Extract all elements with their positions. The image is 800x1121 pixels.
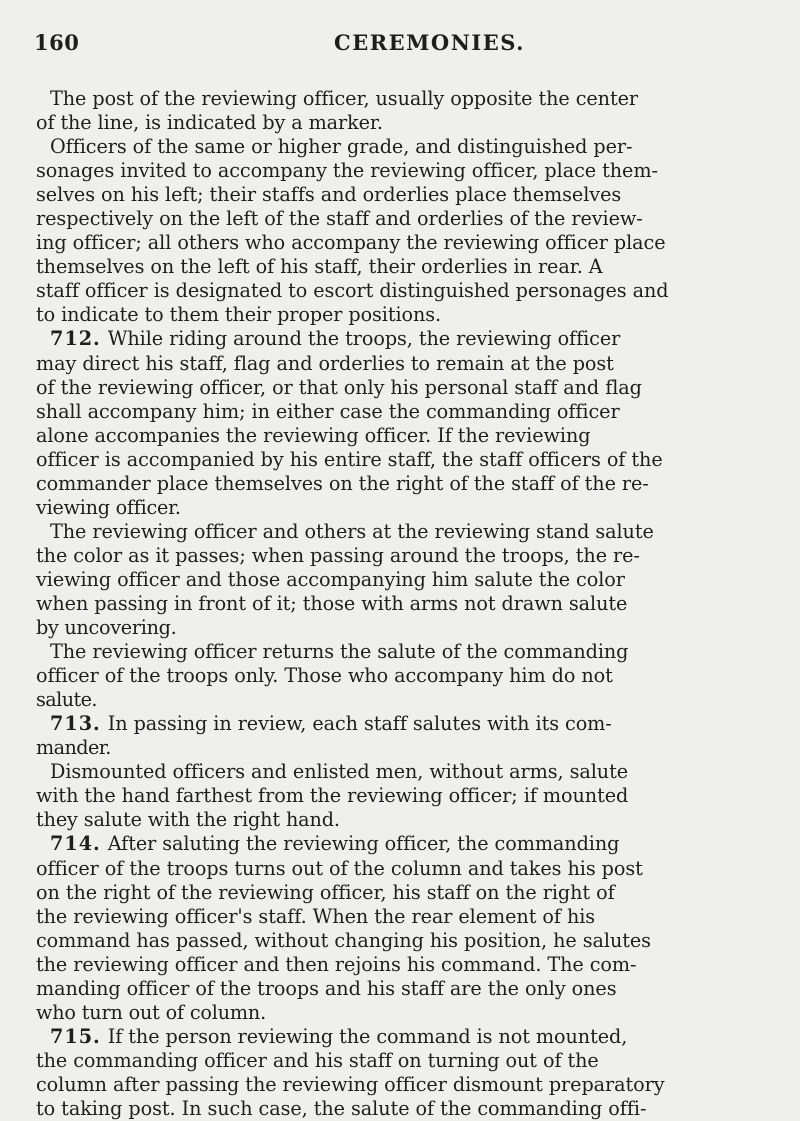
text-line xyxy=(36,592,784,616)
text-line xyxy=(36,808,784,832)
line-text: selves on his left; their staffs and orderlies place themselves xyxy=(36,183,622,207)
line-text: may direct his staff, flag and orderlies to remain at the post xyxy=(36,351,614,375)
line-text: Officers of the same or higher grade, and distinguished per- xyxy=(50,135,633,159)
text-line xyxy=(36,1049,784,1073)
text-line xyxy=(36,1001,784,1025)
paragraph-number: 715. xyxy=(50,1024,101,1048)
text-line xyxy=(36,87,784,111)
text-line xyxy=(36,472,784,496)
line-text: to taking post. In such case, the salute of the commanding offi- xyxy=(36,1096,647,1120)
line-text: ing officer; all others who accompany the reviewing officer place xyxy=(36,231,666,255)
line-text: of the reviewing officer, or that only his personal staff and flag xyxy=(36,375,642,399)
text-line xyxy=(36,207,784,231)
line-text: the color as it passes; when passing around the troops, the re- xyxy=(36,543,640,567)
text-line xyxy=(36,881,784,905)
text-line xyxy=(36,111,784,135)
line-text: on the right of the reviewing officer, his staff on the right of xyxy=(36,880,615,904)
line-text: alone accompanies the reviewing officer. If the reviewing xyxy=(36,423,591,447)
text-line xyxy=(36,977,784,1001)
text-line xyxy=(36,640,784,664)
body-text xyxy=(36,87,784,1121)
text-line xyxy=(36,520,784,544)
text-line xyxy=(36,255,784,279)
line-text: manding officer of the troops and his staff are the only ones xyxy=(36,976,617,1000)
text-line xyxy=(36,135,784,159)
text-line xyxy=(36,496,784,520)
line-text: to indicate to them their proper positions. xyxy=(36,303,441,327)
line-text: the reviewing officer's staff. When the rear element of his xyxy=(36,904,596,928)
text-line xyxy=(36,832,784,856)
text-line xyxy=(36,448,784,472)
line-text: officer of the troops only. Those who accompany him do not xyxy=(36,664,613,688)
line-text: the commanding officer and his staff on turning out of the xyxy=(36,1048,599,1072)
line-text: Dismounted officers and enlisted men, without arms, salute xyxy=(50,760,628,784)
line-text: of the line, is indicated by a marker. xyxy=(36,111,383,135)
text-line xyxy=(36,544,784,568)
text-line xyxy=(36,231,784,255)
text-line xyxy=(36,303,784,327)
line-text: The post of the reviewing officer, usually opposite the center xyxy=(50,87,639,110)
text-line xyxy=(36,929,784,953)
text-line xyxy=(36,279,784,303)
text-line xyxy=(36,905,784,929)
paragraph-number: 714. xyxy=(50,832,101,856)
text-line xyxy=(36,953,784,977)
line-text: the reviewing officer and then rejoins his command. The com- xyxy=(36,952,637,976)
text-line xyxy=(36,1097,784,1121)
line-text: The reviewing officer and others at the reviewing stand salute xyxy=(50,519,654,543)
paragraph-number: 712. xyxy=(50,327,101,351)
text-line xyxy=(36,1073,784,1097)
text-line xyxy=(36,857,784,881)
line-text: mander. xyxy=(36,736,111,760)
text-line xyxy=(36,400,784,424)
line-text: salute. xyxy=(36,688,97,712)
paragraph-number: 713. xyxy=(50,712,101,736)
running-head xyxy=(34,30,778,60)
line-text: viewing officer. xyxy=(36,495,181,519)
text-line xyxy=(36,736,784,760)
line-text: respectively on the left of the staff and orderlies of the review- xyxy=(36,207,643,231)
line-text: commander place themselves on the right of the staff of the re- xyxy=(36,471,649,495)
line-text: shall accompany him; in either case the commanding officer xyxy=(36,399,620,423)
line-text: when passing in front of it; those with arms not drawn salute xyxy=(36,591,628,615)
line-text: The reviewing officer returns the salute of the commanding xyxy=(50,640,629,664)
line-text: While riding around the troops, the reviewing officer xyxy=(107,327,621,351)
text-line xyxy=(36,183,784,207)
line-text: If the person reviewing the command is not mounted, xyxy=(107,1024,628,1048)
line-text: command has passed, without changing his position, he salutes xyxy=(36,928,651,952)
text-line xyxy=(36,784,784,808)
line-text: viewing officer and those accompanying him salute the color xyxy=(36,567,625,591)
text-line xyxy=(36,424,784,448)
line-text: In passing in review, each staff salutes with its com- xyxy=(107,712,612,736)
line-text: column after passing the reviewing officer dismount preparatory xyxy=(36,1072,665,1096)
line-text: officer is accompanied by his entire staff, the staff officers of the xyxy=(36,447,663,471)
line-text: they salute with the right hand. xyxy=(36,808,340,832)
running-title: CEREMONIES. xyxy=(334,30,525,55)
text-line xyxy=(36,688,784,712)
line-text: with the hand farthest from the reviewing officer; if mounted xyxy=(36,784,629,808)
text-line xyxy=(36,760,784,784)
line-text: sonages invited to accompany the reviewing officer, place them- xyxy=(36,159,658,183)
text-line xyxy=(36,664,784,688)
text-line xyxy=(36,712,784,736)
line-text: officer of the troops turns out of the column and takes his post xyxy=(36,856,643,880)
line-text: who turn out of column. xyxy=(36,1000,267,1024)
page-number: 160 xyxy=(34,30,80,55)
text-line xyxy=(36,376,784,400)
line-text: staff officer is designated to escort distinguished personages and xyxy=(36,279,669,303)
text-line xyxy=(36,159,784,183)
line-text: themselves on the left of his staff, their orderlies in rear. A xyxy=(36,255,603,279)
line-text: After saluting the reviewing officer, the commanding xyxy=(107,832,620,856)
text-line xyxy=(36,1025,784,1049)
text-line xyxy=(36,568,784,592)
line-text: by uncovering. xyxy=(36,616,177,640)
text-line xyxy=(36,352,784,376)
text-line xyxy=(36,616,784,640)
text-line xyxy=(36,327,784,351)
